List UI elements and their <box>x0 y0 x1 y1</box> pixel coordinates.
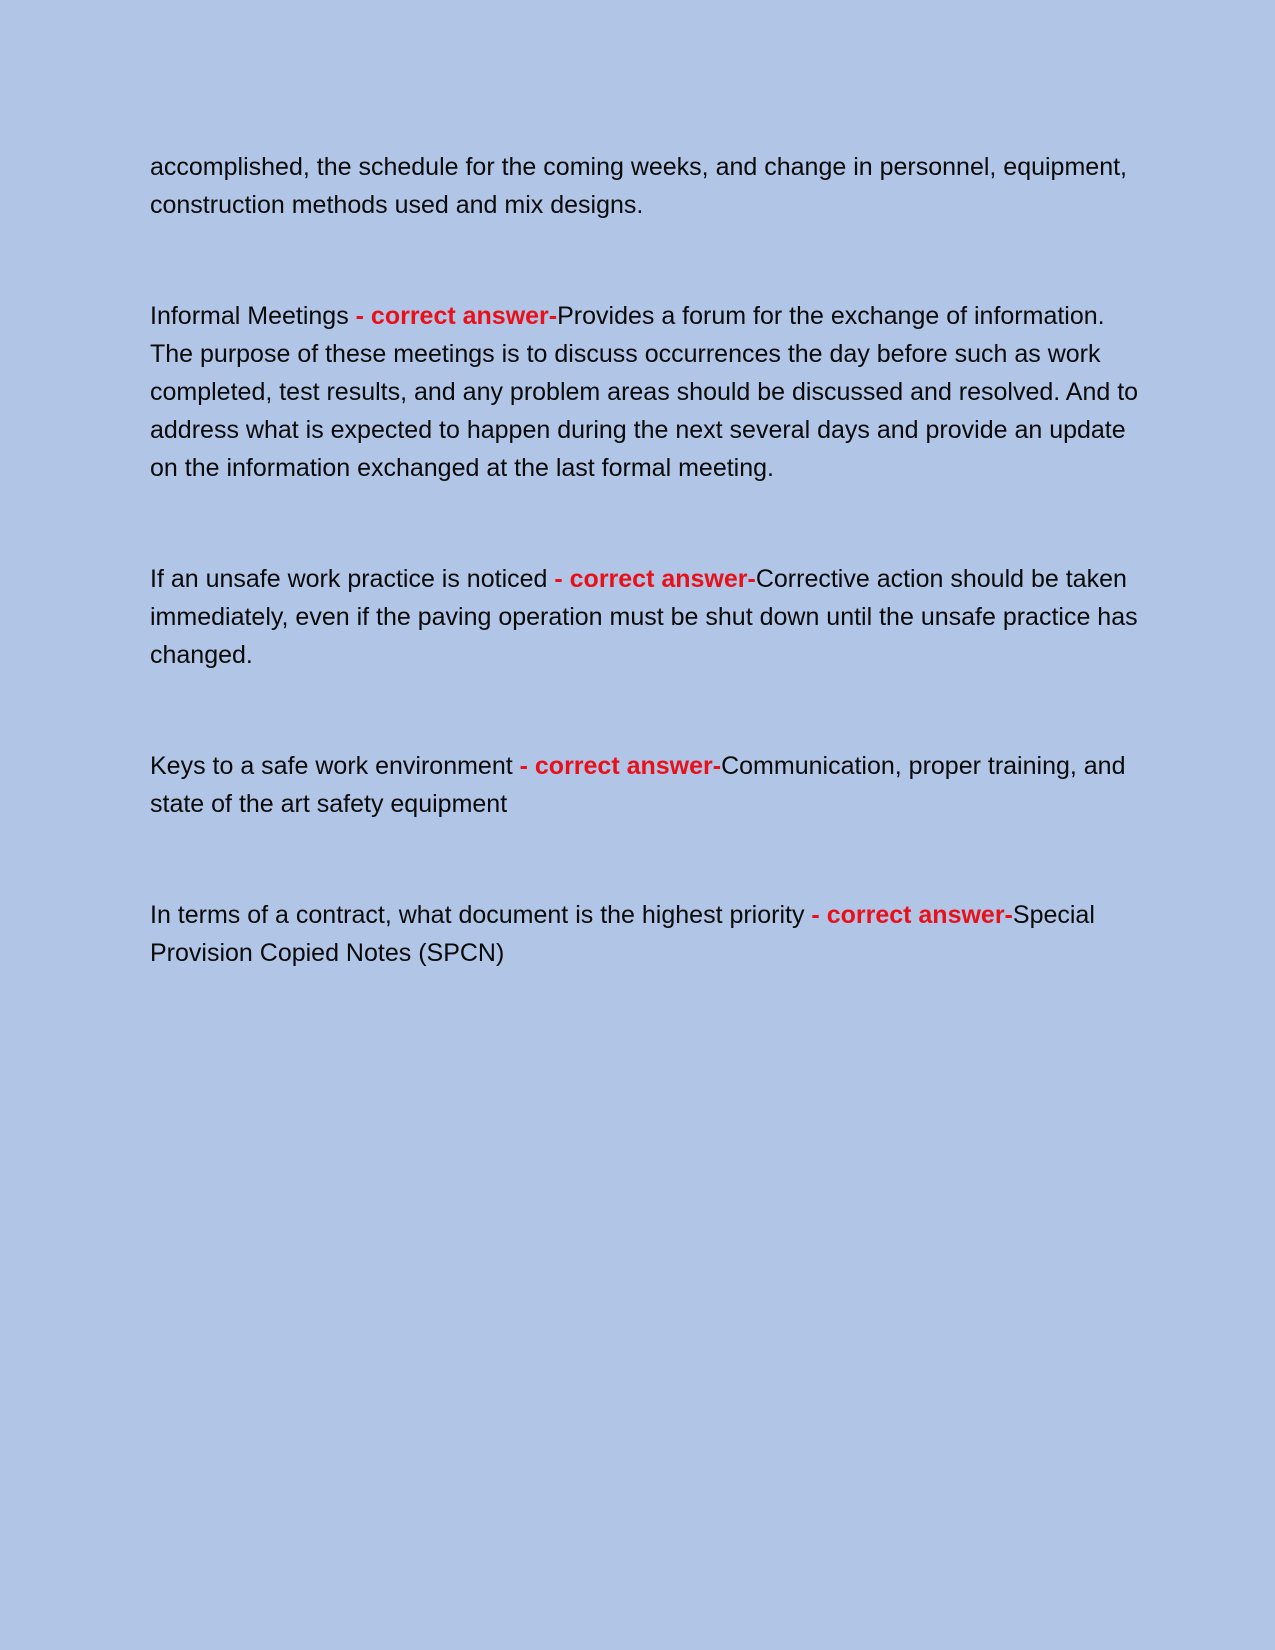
question-text: If an unsafe work practice is noticed <box>150 565 555 593</box>
correct-answer-label: - correct answer- <box>519 752 722 780</box>
answer-text: Provides a forum for the exchange of information. The purpose of these meetings is to discuss occurrences the day before such as work completed, test results, and any problem areas should be discussed and resolved. And to address what is expected to happen during the next several days and provide an update on the information exchanged at the last formal meeting. <box>150 302 1139 482</box>
qa-entry-unsafe-practice <box>150 560 1150 674</box>
correct-answer-label: - correct answer- <box>554 565 756 593</box>
question-text: Keys to a safe work environment <box>150 752 520 780</box>
continuation-paragraph: accomplished, the schedule for the coming weeks, and change in personnel, equipment, construction methods used and mix designs. <box>150 153 1127 219</box>
qa-entry-safe-environment <box>150 747 1150 823</box>
answer-text: Corrective action should be taken immediately, even if the paving operation must be shut down until the unsafe practice has changed. <box>150 565 1138 669</box>
qa-entry-informal-meetings <box>150 297 1150 487</box>
document-body <box>150 148 1150 972</box>
correct-answer-label: - correct answer- <box>811 901 1013 929</box>
correct-answer-label: - correct answer- <box>355 302 558 330</box>
answer-text: Communication, proper training, and state of the art safety equipment <box>150 752 1126 818</box>
qa-entry-contract-priority <box>150 896 1150 972</box>
question-text: In terms of a contract, what document is the highest priority <box>150 901 812 929</box>
question-text: Informal Meetings <box>150 302 356 330</box>
answer-text: Special Provision Copied Notes (SPCN) <box>150 901 1095 967</box>
